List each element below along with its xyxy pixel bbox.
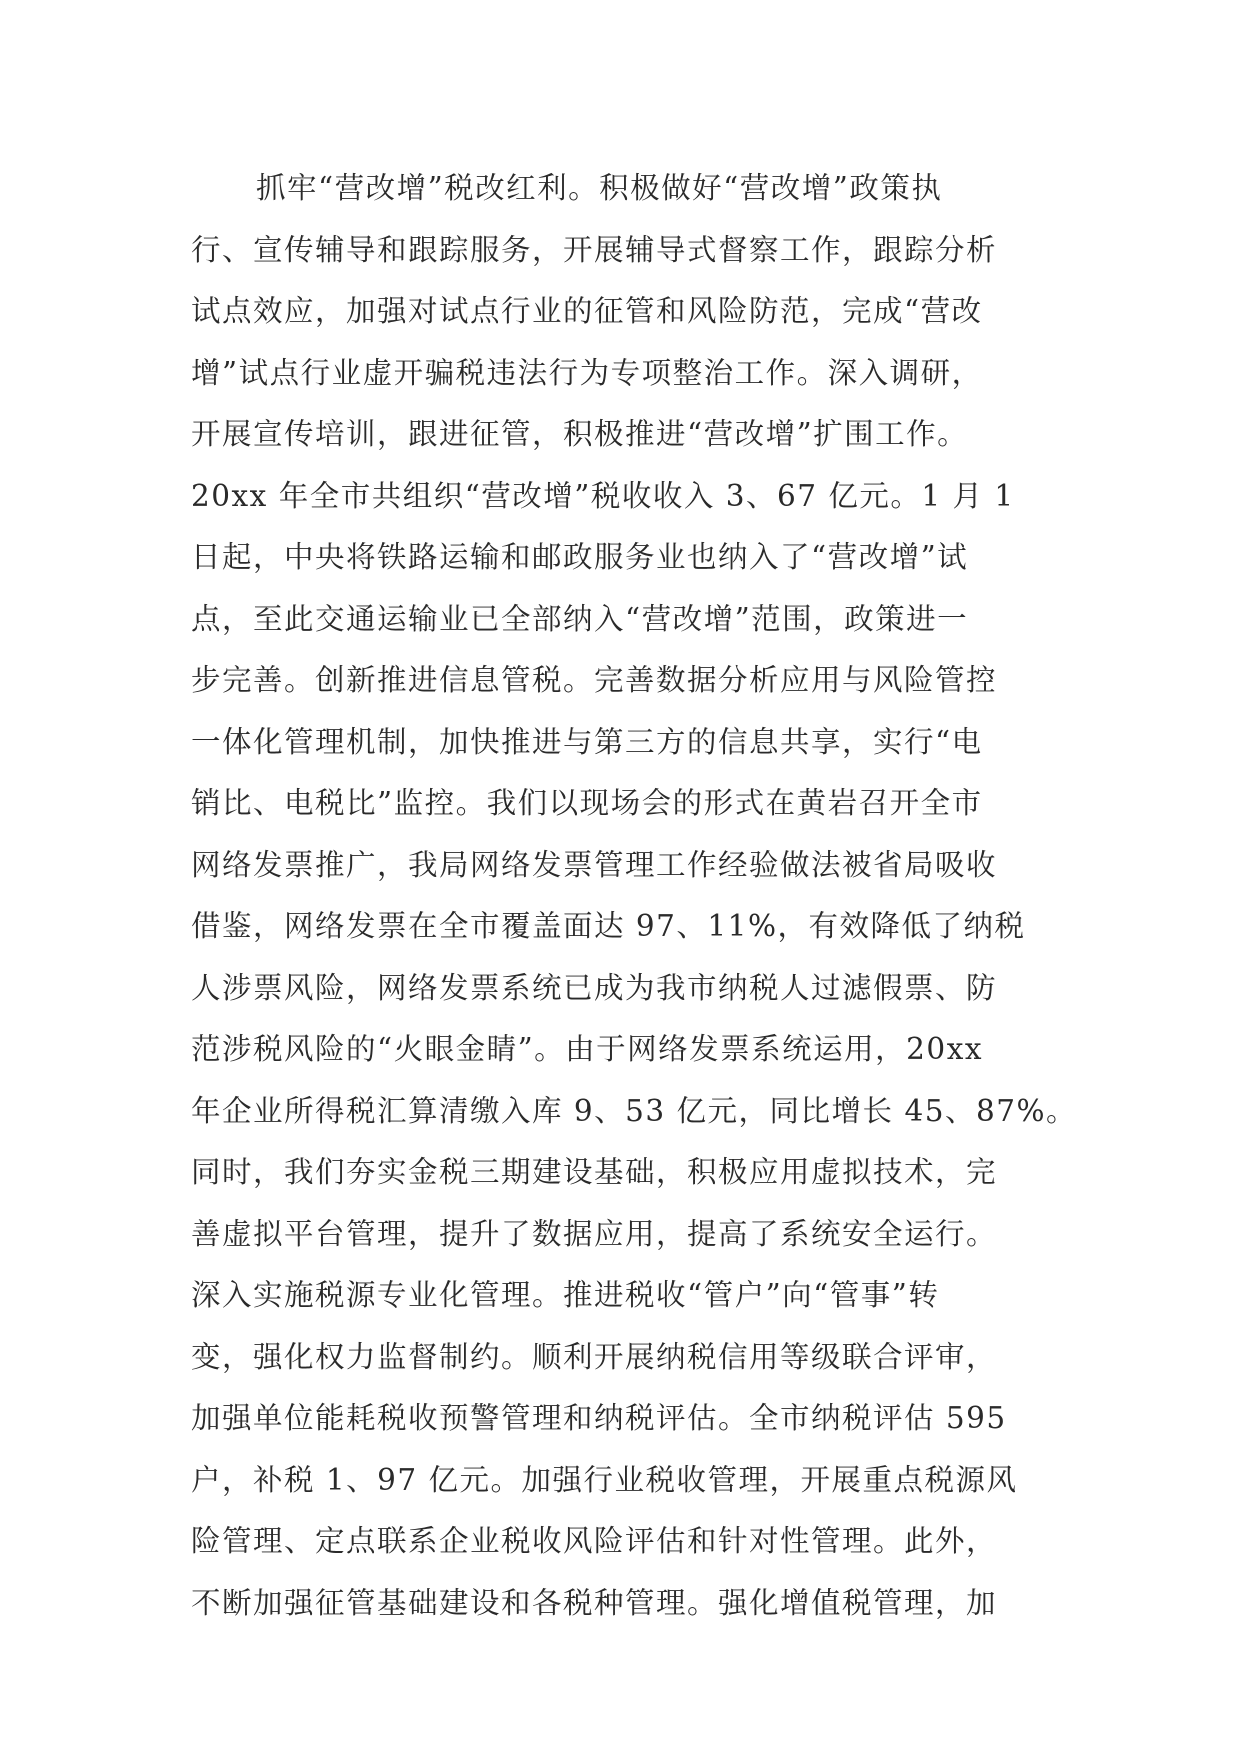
text-line: 年企业所得税汇算清缴入库 9、53 亿元，同比增长 45、87%。: [191, 1093, 1078, 1128]
text-line: 网络发票推广，我局网络发票管理工作经验做法被省局吸收: [191, 847, 998, 882]
text-line: 变，强化权力监督制约。顺利开展纳税信用等级联合评审，: [191, 1339, 998, 1374]
text-line: 试点效应，加强对试点行业的征管和风险防范，完成“营改: [191, 294, 983, 328]
text-line: 抓牢“营改增”税改红利。积极做好“营改增”政策执: [256, 171, 943, 205]
text-line: 点，至此交通运输业已全部纳入“营改增”范围，政策进一: [191, 601, 969, 636]
text-line: 开展宣传培训，跟进征管，积极推进“营改增”扩围工作。: [191, 417, 969, 451]
text-line: 20xx 年全市共组织“营改增”税收收入 3、67 亿元。1 月 1: [191, 478, 1015, 513]
body-paragraph: [191, 158, 1078, 1634]
text-line: 深入实施税源专业化管理。推进税收“管户”向“管事”转: [191, 1278, 940, 1312]
text-line: 不断加强征管基础建设和各税种管理。强化增值税管理，加: [191, 1585, 998, 1620]
text-line: 步完善。创新推进信息管税。完善数据分析应用与风险管控: [191, 663, 998, 697]
text-line: 借鉴，网络发票在全市覆盖面达 97、11%，有效降低了纳税: [191, 909, 1026, 943]
text-line: 销比、电税比”监控。我们以现场会的形式在黄岩召开全市: [191, 786, 983, 820]
text-line: 一体化管理机制，加快推进与第三方的信息共享，实行“电: [191, 724, 983, 759]
text-line: 增”试点行业虚开骗税违法行为专项整治工作。深入调研，: [191, 355, 983, 390]
text-line: 日起，中央将铁路运输和邮政服务业也纳入了“营改增”试: [191, 540, 969, 574]
text-line: 范涉税风险的“火眼金睛”。由于网络发票系统运用，20xx: [191, 1032, 983, 1066]
text-line: 户，补税 1、97 亿元。加强行业税收管理，开展重点税源风: [191, 1462, 1018, 1497]
text-line: 行、宣传辅导和跟踪服务，开展辅导式督察工作，跟踪分析: [191, 232, 998, 267]
text-line: 人涉票风险，网络发票系统已成为我市纳税人过滤假票、防: [191, 970, 998, 1005]
text-line: 险管理、定点联系企业税收风险评估和针对性管理。此外，: [191, 1524, 998, 1558]
text-line: 同时，我们夯实金税三期建设基础，积极应用虚拟技术，完: [191, 1155, 998, 1189]
text-line: 加强单位能耗税收预警管理和纳税评估。全市纳税评估 595: [191, 1401, 1007, 1435]
text-line: 善虚拟平台管理，提升了数据应用，提高了系统安全运行。: [191, 1216, 998, 1251]
